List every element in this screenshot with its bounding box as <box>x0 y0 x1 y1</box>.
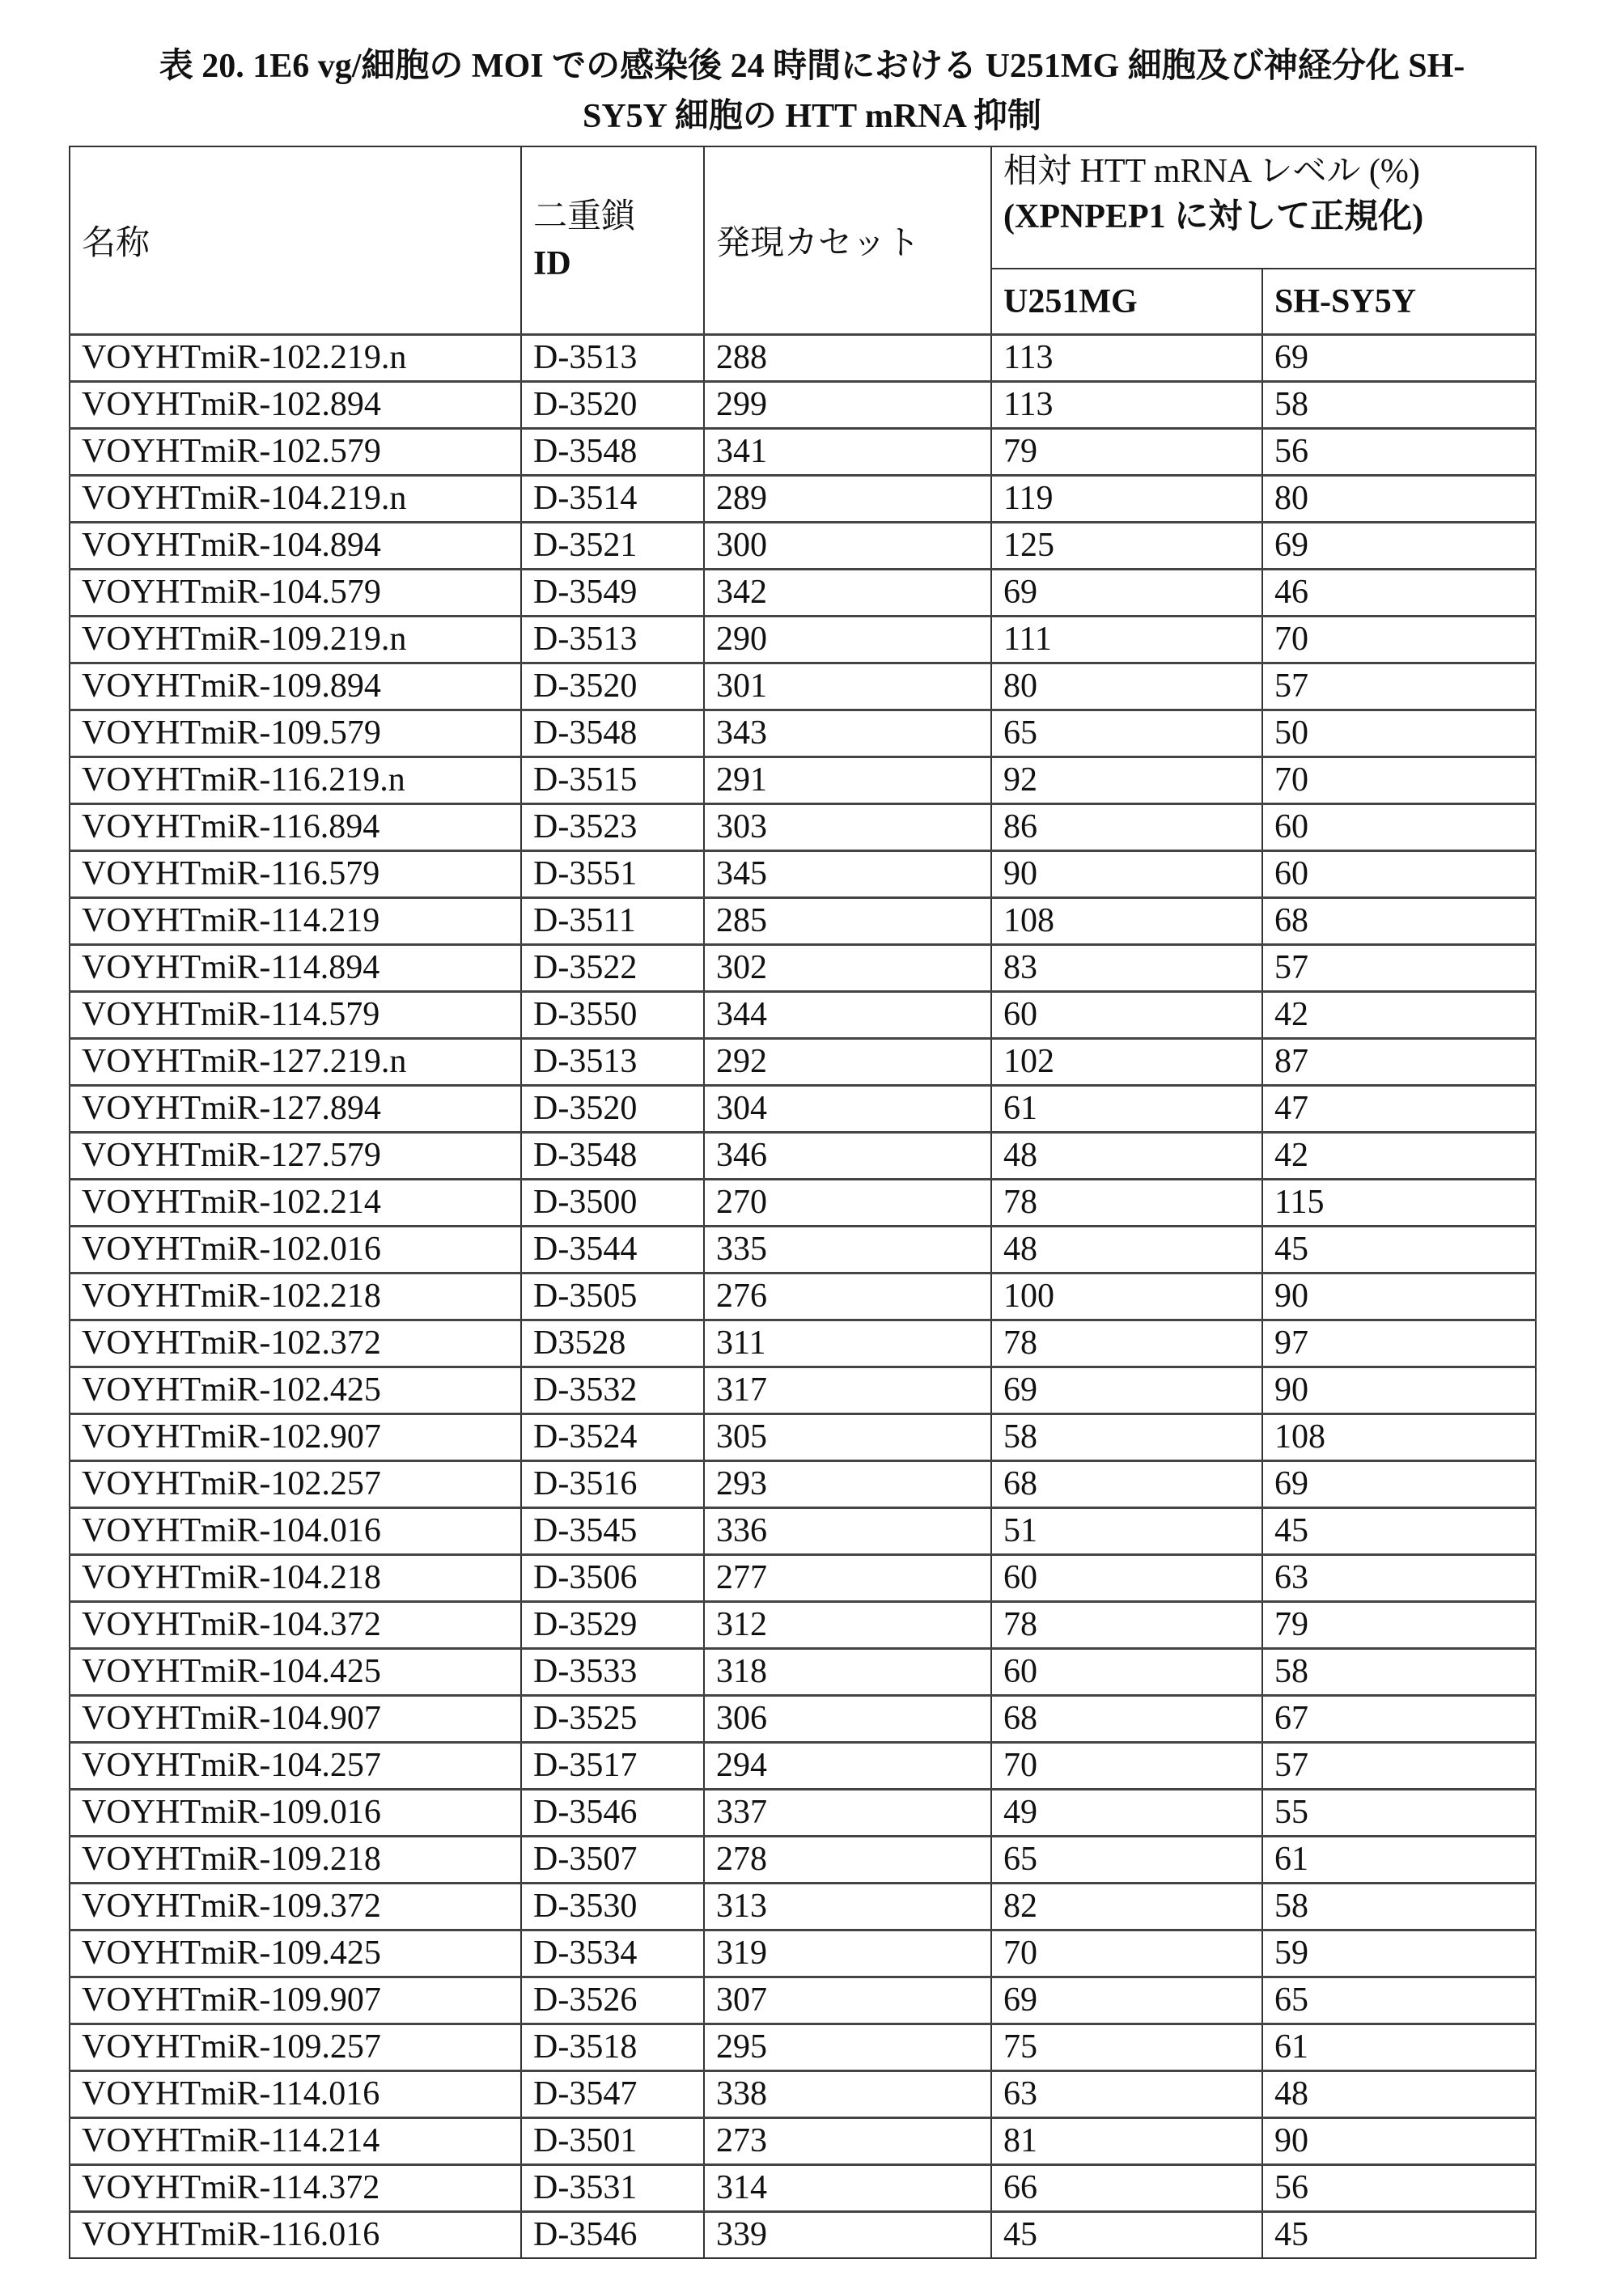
cell-name: VOYHTmiR-114.016 <box>70 2071 521 2118</box>
cell-name: VOYHTmiR-109.579 <box>70 710 521 757</box>
cell-duplex-id: D-3520 <box>521 382 704 429</box>
table-row <box>70 1508 1536 1555</box>
cell-name: VOYHTmiR-109.425 <box>70 1930 521 1977</box>
table-title-line-2: SY5Y 細胞の HTT mRNA 抑制 <box>582 98 1042 135</box>
table-row <box>70 1696 1536 1743</box>
cell-name: VOYHTmiR-114.894 <box>70 945 521 992</box>
header-group-line1: 相対 HTT mRNA レベル (%) <box>1003 153 1420 190</box>
table-row <box>70 945 1536 992</box>
table-row <box>70 663 1536 710</box>
cell-cassette: 341 <box>704 429 991 476</box>
cell-u251mg: 51 <box>991 1508 1262 1555</box>
cell-duplex-id: D-3532 <box>521 1367 704 1414</box>
cell-duplex-id: D-3501 <box>521 2118 704 2165</box>
cell-u251mg: 65 <box>991 710 1262 757</box>
cell-name: VOYHTmiR-109.907 <box>70 1977 521 2024</box>
table-row <box>70 1602 1536 1649</box>
cell-name: VOYHTmiR-104.425 <box>70 1649 521 1696</box>
cell-sh-sy5y: 42 <box>1262 1133 1536 1180</box>
cell-duplex-id: D-3520 <box>521 1086 704 1133</box>
cell-duplex-id: D-3533 <box>521 1649 704 1696</box>
cell-name: VOYHTmiR-104.372 <box>70 1602 521 1649</box>
cell-u251mg: 58 <box>991 1414 1262 1461</box>
cell-u251mg: 81 <box>991 2118 1262 2165</box>
cell-duplex-id: D-3516 <box>521 1461 704 1508</box>
cell-cassette: 337 <box>704 1790 991 1837</box>
cell-sh-sy5y: 58 <box>1262 1884 1536 1930</box>
cell-sh-sy5y: 90 <box>1262 2118 1536 2165</box>
cell-u251mg: 102 <box>991 1039 1262 1086</box>
cell-cassette: 307 <box>704 1977 991 2024</box>
cell-duplex-id: D-3511 <box>521 898 704 945</box>
cell-duplex-id: D-3515 <box>521 757 704 804</box>
cell-sh-sy5y: 69 <box>1262 335 1536 382</box>
cell-cassette: 300 <box>704 523 991 570</box>
cell-cassette: 345 <box>704 851 991 898</box>
cell-u251mg: 92 <box>991 757 1262 804</box>
cell-u251mg: 100 <box>991 1273 1262 1320</box>
cell-sh-sy5y: 47 <box>1262 1086 1536 1133</box>
cell-sh-sy5y: 97 <box>1262 1320 1536 1367</box>
cell-duplex-id: D-3507 <box>521 1837 704 1884</box>
cell-u251mg: 69 <box>991 1367 1262 1414</box>
cell-u251mg: 66 <box>991 2165 1262 2212</box>
cell-cassette: 304 <box>704 1086 991 1133</box>
cell-name: VOYHTmiR-114.372 <box>70 2165 521 2212</box>
cell-duplex-id: D-3520 <box>521 663 704 710</box>
cell-duplex-id: D-3551 <box>521 851 704 898</box>
cell-name: VOYHTmiR-116.894 <box>70 804 521 851</box>
cell-cassette: 344 <box>704 992 991 1039</box>
cell-sh-sy5y: 108 <box>1262 1414 1536 1461</box>
cell-duplex-id: D-3506 <box>521 1555 704 1602</box>
cell-duplex-id: D-3545 <box>521 1508 704 1555</box>
cell-u251mg: 78 <box>991 1180 1262 1227</box>
cell-u251mg: 125 <box>991 523 1262 570</box>
table-row <box>70 992 1536 1039</box>
cell-duplex-id: D-3548 <box>521 429 704 476</box>
cell-cassette: 293 <box>704 1461 991 1508</box>
cell-sh-sy5y: 90 <box>1262 1367 1536 1414</box>
cell-u251mg: 80 <box>991 663 1262 710</box>
cell-duplex-id: D-3522 <box>521 945 704 992</box>
cell-sh-sy5y: 60 <box>1262 851 1536 898</box>
table-row <box>70 2071 1536 2118</box>
cell-sh-sy5y: 70 <box>1262 617 1536 663</box>
cell-duplex-id: D-3525 <box>521 1696 704 1743</box>
cell-u251mg: 60 <box>991 992 1262 1039</box>
cell-duplex-id: D-3529 <box>521 1602 704 1649</box>
table-row <box>70 851 1536 898</box>
table-row <box>70 1837 1536 1884</box>
table-row <box>70 1461 1536 1508</box>
cell-u251mg: 61 <box>991 1086 1262 1133</box>
cell-cassette: 311 <box>704 1320 991 1367</box>
cell-name: VOYHTmiR-104.218 <box>70 1555 521 1602</box>
cell-cassette: 314 <box>704 2165 991 2212</box>
cell-sh-sy5y: 61 <box>1262 1837 1536 1884</box>
cell-duplex-id: D-3513 <box>521 1039 704 1086</box>
cell-name: VOYHTmiR-116.579 <box>70 851 521 898</box>
cell-sh-sy5y: 90 <box>1262 1273 1536 1320</box>
cell-duplex-id: D-3514 <box>521 476 704 523</box>
cell-sh-sy5y: 46 <box>1262 570 1536 617</box>
cell-cassette: 343 <box>704 710 991 757</box>
table-row <box>70 2024 1536 2071</box>
header-duplex-id <box>521 146 704 335</box>
table-row <box>70 1649 1536 1696</box>
cell-cassette: 285 <box>704 898 991 945</box>
cell-name: VOYHTmiR-102.894 <box>70 382 521 429</box>
cell-duplex-id: D-3544 <box>521 1227 704 1273</box>
cell-duplex-id: D-3513 <box>521 617 704 663</box>
cell-cassette: 289 <box>704 476 991 523</box>
cell-u251mg: 60 <box>991 1649 1262 1696</box>
cell-sh-sy5y: 80 <box>1262 476 1536 523</box>
cell-u251mg: 113 <box>991 335 1262 382</box>
cell-sh-sy5y: 59 <box>1262 1930 1536 1977</box>
cell-sh-sy5y: 48 <box>1262 2071 1536 2118</box>
cell-duplex-id: D-3548 <box>521 1133 704 1180</box>
cell-duplex-id: D-3521 <box>521 523 704 570</box>
cell-duplex-id: D-3546 <box>521 2212 704 2259</box>
cell-sh-sy5y: 63 <box>1262 1555 1536 1602</box>
cell-cassette: 335 <box>704 1227 991 1273</box>
cell-u251mg: 82 <box>991 1884 1262 1930</box>
cell-duplex-id: D-3517 <box>521 1743 704 1790</box>
cell-name: VOYHTmiR-104.894 <box>70 523 521 570</box>
cell-cassette: 294 <box>704 1743 991 1790</box>
cell-duplex-id: D-3548 <box>521 710 704 757</box>
cell-name: VOYHTmiR-114.219 <box>70 898 521 945</box>
cell-name: VOYHTmiR-127.579 <box>70 1133 521 1180</box>
table-header <box>70 146 1536 335</box>
cell-u251mg: 79 <box>991 429 1262 476</box>
cell-cassette: 338 <box>704 2071 991 2118</box>
cell-cassette: 278 <box>704 1837 991 1884</box>
cell-cassette: 295 <box>704 2024 991 2071</box>
cell-u251mg: 45 <box>991 2212 1262 2259</box>
cell-cassette: 346 <box>704 1133 991 1180</box>
cell-cassette: 270 <box>704 1180 991 1227</box>
header-sh-sy5y: SH-SY5Y <box>1262 269 1536 334</box>
cell-u251mg: 86 <box>991 804 1262 851</box>
cell-u251mg: 65 <box>991 1837 1262 1884</box>
cell-duplex-id: D-3530 <box>521 1884 704 1930</box>
cell-name: VOYHTmiR-102.016 <box>70 1227 521 1273</box>
table-row <box>70 2165 1536 2212</box>
table-row <box>70 1227 1536 1273</box>
table-row <box>70 710 1536 757</box>
cell-cassette: 339 <box>704 2212 991 2259</box>
cell-name: VOYHTmiR-109.219.n <box>70 617 521 663</box>
cell-cassette: 303 <box>704 804 991 851</box>
cell-u251mg: 48 <box>991 1133 1262 1180</box>
cell-sh-sy5y: 56 <box>1262 429 1536 476</box>
cell-cassette: 299 <box>704 382 991 429</box>
cell-sh-sy5y: 57 <box>1262 945 1536 992</box>
cell-duplex-id: D-3500 <box>521 1180 704 1227</box>
table-row <box>70 1273 1536 1320</box>
cell-duplex-id: D-3518 <box>521 2024 704 2071</box>
cell-name: VOYHTmiR-104.016 <box>70 1508 521 1555</box>
cell-duplex-id: D-3513 <box>521 335 704 382</box>
table-row <box>70 1180 1536 1227</box>
cell-name: VOYHTmiR-102.219.n <box>70 335 521 382</box>
cell-name: VOYHTmiR-109.894 <box>70 663 521 710</box>
htt-mrna-table <box>69 146 1537 2259</box>
cell-name: VOYHTmiR-102.218 <box>70 1273 521 1320</box>
header-group-line2: (XPNPEP1 に対して正規化) <box>1003 198 1424 235</box>
cell-duplex-id: D-3526 <box>521 1977 704 2024</box>
cell-name: VOYHTmiR-102.579 <box>70 429 521 476</box>
cell-name: VOYHTmiR-102.425 <box>70 1367 521 1414</box>
cell-cassette: 292 <box>704 1039 991 1086</box>
cell-sh-sy5y: 57 <box>1262 1743 1536 1790</box>
cell-u251mg: 70 <box>991 1930 1262 1977</box>
cell-sh-sy5y: 55 <box>1262 1790 1536 1837</box>
cell-name: VOYHTmiR-116.016 <box>70 2212 521 2259</box>
cell-name: VOYHTmiR-114.214 <box>70 2118 521 2165</box>
cell-name: VOYHTmiR-109.016 <box>70 1790 521 1837</box>
cell-sh-sy5y: 58 <box>1262 382 1536 429</box>
table-row <box>70 1930 1536 1977</box>
table-row <box>70 1555 1536 1602</box>
table-row <box>70 757 1536 804</box>
cell-name: VOYHTmiR-114.579 <box>70 992 521 1039</box>
cell-u251mg: 83 <box>991 945 1262 992</box>
table-row <box>70 1884 1536 1930</box>
table-title-line-1: 表 20. 1E6 vg/細胞の MOI での感染後 24 時間における U251MG 細胞及び神経分化 SH- <box>159 48 1465 85</box>
table-row <box>70 382 1536 429</box>
cell-sh-sy5y: 61 <box>1262 2024 1536 2071</box>
cell-sh-sy5y: 68 <box>1262 898 1536 945</box>
cell-cassette: 302 <box>704 945 991 992</box>
header-duplex-line2: ID <box>533 245 571 282</box>
cell-duplex-id: D-3546 <box>521 1790 704 1837</box>
cell-name: VOYHTmiR-109.372 <box>70 1884 521 1930</box>
cell-sh-sy5y: 56 <box>1262 2165 1536 2212</box>
cell-duplex-id: D-3547 <box>521 2071 704 2118</box>
cell-u251mg: 111 <box>991 617 1262 663</box>
table-row <box>70 2212 1536 2259</box>
cell-u251mg: 68 <box>991 1696 1262 1743</box>
cell-sh-sy5y: 70 <box>1262 757 1536 804</box>
header-duplex-line1: 二重鎖 <box>533 198 636 235</box>
cell-u251mg: 113 <box>991 382 1262 429</box>
cell-cassette: 305 <box>704 1414 991 1461</box>
cell-name: VOYHTmiR-102.907 <box>70 1414 521 1461</box>
cell-u251mg: 69 <box>991 1977 1262 2024</box>
cell-name: VOYHTmiR-109.257 <box>70 2024 521 2071</box>
cell-cassette: 273 <box>704 2118 991 2165</box>
table-body <box>70 335 1536 2259</box>
cell-sh-sy5y: 45 <box>1262 2212 1536 2259</box>
cell-name: VOYHTmiR-127.219.n <box>70 1039 521 1086</box>
table-row <box>70 335 1536 382</box>
cell-cassette: 319 <box>704 1930 991 1977</box>
cell-duplex-id: D-3534 <box>521 1930 704 1977</box>
cell-sh-sy5y: 45 <box>1262 1508 1536 1555</box>
cell-sh-sy5y: 69 <box>1262 523 1536 570</box>
cell-u251mg: 70 <box>991 1743 1262 1790</box>
table-row <box>70 1790 1536 1837</box>
table-row <box>70 1367 1536 1414</box>
table-row <box>70 523 1536 570</box>
table-row <box>70 1414 1536 1461</box>
header-relative-htt-mrna <box>991 146 1536 269</box>
cell-name: VOYHTmiR-127.894 <box>70 1086 521 1133</box>
cell-u251mg: 48 <box>991 1227 1262 1273</box>
table-row <box>70 570 1536 617</box>
table-row <box>70 1133 1536 1180</box>
cell-sh-sy5y: 42 <box>1262 992 1536 1039</box>
cell-cassette: 288 <box>704 335 991 382</box>
cell-duplex-id: D-3549 <box>521 570 704 617</box>
cell-cassette: 306 <box>704 1696 991 1743</box>
cell-u251mg: 90 <box>991 851 1262 898</box>
cell-sh-sy5y: 69 <box>1262 1461 1536 1508</box>
table-row <box>70 804 1536 851</box>
cell-name: VOYHTmiR-104.219.n <box>70 476 521 523</box>
cell-cassette: 336 <box>704 1508 991 1555</box>
header-expression-cassette: 発現カセット <box>704 146 991 335</box>
cell-name: VOYHTmiR-104.579 <box>70 570 521 617</box>
cell-name: VOYHTmiR-104.257 <box>70 1743 521 1790</box>
cell-cassette: 342 <box>704 570 991 617</box>
cell-u251mg: 75 <box>991 2024 1262 2071</box>
cell-sh-sy5y: 115 <box>1262 1180 1536 1227</box>
cell-name: VOYHTmiR-104.907 <box>70 1696 521 1743</box>
cell-cassette: 277 <box>704 1555 991 1602</box>
header-u251mg: U251MG <box>991 269 1262 334</box>
cell-name: VOYHTmiR-109.218 <box>70 1837 521 1884</box>
cell-sh-sy5y: 65 <box>1262 1977 1536 2024</box>
cell-duplex-id: D3528 <box>521 1320 704 1367</box>
cell-cassette: 276 <box>704 1273 991 1320</box>
header-name: 名称 <box>70 146 521 335</box>
table-row <box>70 1039 1536 1086</box>
cell-cassette: 313 <box>704 1884 991 1930</box>
table-row <box>70 1743 1536 1790</box>
cell-sh-sy5y: 58 <box>1262 1649 1536 1696</box>
table-row <box>70 1086 1536 1133</box>
table-row <box>70 2118 1536 2165</box>
cell-u251mg: 68 <box>991 1461 1262 1508</box>
cell-sh-sy5y: 45 <box>1262 1227 1536 1273</box>
cell-cassette: 301 <box>704 663 991 710</box>
table-row <box>70 898 1536 945</box>
cell-cassette: 318 <box>704 1649 991 1696</box>
cell-name: VOYHTmiR-116.219.n <box>70 757 521 804</box>
cell-u251mg: 119 <box>991 476 1262 523</box>
cell-name: VOYHTmiR-102.214 <box>70 1180 521 1227</box>
cell-u251mg: 63 <box>991 2071 1262 2118</box>
table-row <box>70 429 1536 476</box>
cell-u251mg: 69 <box>991 570 1262 617</box>
cell-sh-sy5y: 50 <box>1262 710 1536 757</box>
cell-sh-sy5y: 79 <box>1262 1602 1536 1649</box>
cell-name: VOYHTmiR-102.372 <box>70 1320 521 1367</box>
cell-cassette: 312 <box>704 1602 991 1649</box>
cell-duplex-id: D-3531 <box>521 2165 704 2212</box>
table-row <box>70 617 1536 663</box>
cell-duplex-id: D-3505 <box>521 1273 704 1320</box>
cell-u251mg: 108 <box>991 898 1262 945</box>
cell-u251mg: 60 <box>991 1555 1262 1602</box>
cell-cassette: 291 <box>704 757 991 804</box>
table-row <box>70 1320 1536 1367</box>
cell-sh-sy5y: 87 <box>1262 1039 1536 1086</box>
cell-u251mg: 78 <box>991 1602 1262 1649</box>
cell-duplex-id: D-3550 <box>521 992 704 1039</box>
cell-name: VOYHTmiR-102.257 <box>70 1461 521 1508</box>
cell-duplex-id: D-3523 <box>521 804 704 851</box>
cell-u251mg: 78 <box>991 1320 1262 1367</box>
cell-sh-sy5y: 57 <box>1262 663 1536 710</box>
table-row <box>70 476 1536 523</box>
cell-u251mg: 49 <box>991 1790 1262 1837</box>
cell-sh-sy5y: 67 <box>1262 1696 1536 1743</box>
cell-sh-sy5y: 60 <box>1262 804 1536 851</box>
table-row <box>70 1977 1536 2024</box>
cell-duplex-id: D-3524 <box>521 1414 704 1461</box>
cell-cassette: 290 <box>704 617 991 663</box>
cell-cassette: 317 <box>704 1367 991 1414</box>
